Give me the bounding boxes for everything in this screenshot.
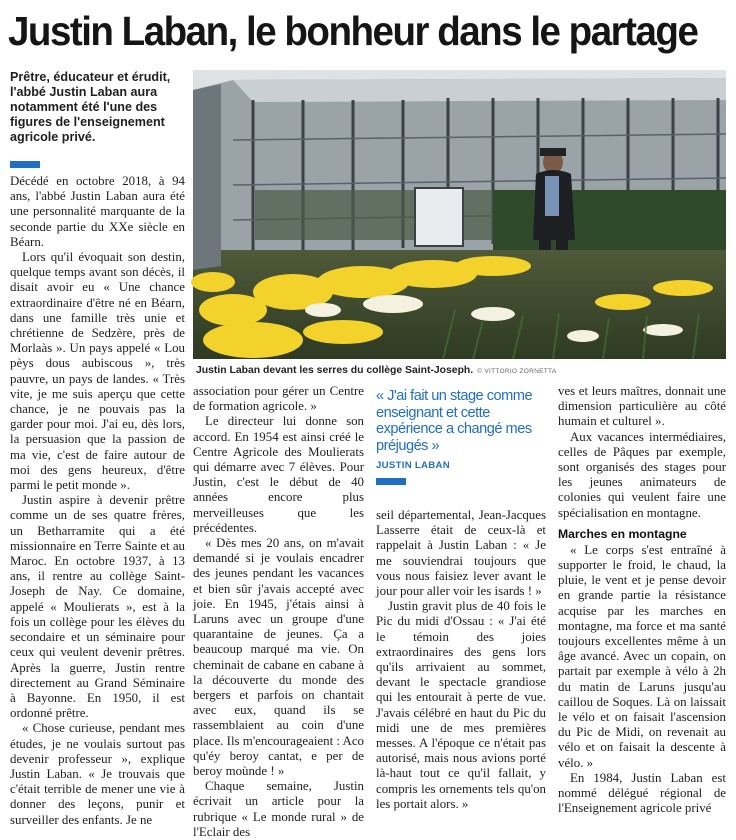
greenhouse-photo	[193, 70, 726, 359]
paragraph: ves et leurs maîtres, donnait une dimension particulière au côté humain et culturel ».	[558, 384, 726, 429]
article-column-4	[558, 384, 726, 816]
accent-bar-quote	[376, 478, 406, 485]
paragraph: Le directeur lui donne son accord. En 1954 est ainsi créé le Centre Agricole des Moulierats qui démarre avec 7 élèves. Pour Justin, c'est le début de 40 années encore plus merveilleuses que les précédentes.	[193, 414, 364, 535]
photo-credit: © VITTORIO ZORNETTA	[477, 368, 557, 375]
paragraph: Lors qu'il évoquait son destin, quelque temps avant son décès, il disait avoir eu « Une chance extraordinaire d'être né en Béarn, dans une famille très unie et chrétienne de Sedzère, près de Morlaàs ». Un pays appelé « Lou pèys dous aubiscous », très pauvre, un pays de landes. « Très vite, je me suis aperçu que cette chance, je ne pouvais pas la garder pour moi. J'ai eu, dès lors, la persuasion que la passion de ma vie, c'est de faire autour de moi des gens heureux, d'être parmi le petit monde ».	[10, 250, 185, 493]
headline: Justin Laban, le bonheur dans le partage	[8, 8, 698, 54]
paragraph: Justin gravit plus de 40 fois le Pic du midi d'Ossau : « J'ai été le témoin des joies extraordinaires des gens lors qu'ils arrivaient au sommet, devant le spectacle grandiose qui les entourait à perte de vue. J'avais célébré en haut du Pic du midi une de mes premières messes. A l'époque ce n'était pas autorisé, mais nous avions porté là-haut tout ce qu'il fallait, y compris les ornements tels qu'on les portait alors. »	[376, 599, 546, 811]
pull-quote-author: JUSTIN LABAN	[376, 460, 450, 471]
photo-caption	[196, 363, 726, 378]
paragraph: seil départemental, Jean-Jacques Lasserre était de ceux-là et rappelait à Justin Laban : « Je me souviendrai toujours que vous nous faisiez lever avant le jour pour aller voir les isards ! »	[376, 508, 546, 599]
accent-bar-lead	[10, 161, 40, 168]
paragraph: Décédé en octobre 2018, à 94 ans, l'abbé Justin Laban aura été une personnalité marquante de la seconde partie du XXe siècle en Béarn.	[10, 174, 185, 249]
lead-paragraph: Prêtre, éducateur et érudit, l'abbé Justin Laban aura notamment été l'une des figures de l'enseignement agricole privé.	[10, 70, 171, 144]
paragraph: « Chose curieuse, pendant mes études, je ne voulais surtout pas devenir professeur », explique Justin Laban. « Je trouvais que c'était terrible de mener une vie à donner des leçons, punir et surveiller des enfants. Je ne	[10, 721, 185, 827]
caption-text: Justin Laban devant les serres du collège Saint-Joseph.	[196, 365, 474, 376]
paragraph: « Le corps s'est entraîné à supporter le froid, le chaud, la pluie, le vent et je pense devoir en grande partie la résistance acquise par les marches en montagne, ma force et ma santé toujours excellentes même à un âge avancé. Avec un copain, on partait par exemple à vélo à 2h du matin de Laruns jusqu'au caillou de Soques. Là on laissait le vélo et on faisait l'ascension du Pic de Midi, on revenait au vélo et on faisait la descente à vélo. »	[558, 542, 726, 770]
paragraph: Chaque semaine, Justin écrivait un article pour la rubrique « Le monde rural » de l'Eclair des	[193, 779, 364, 839]
paragraph: Justin aspire à devenir prêtre comme un de ses quatre frères, un Betharramite qui a été missionnaire en Terre Sainte et au Maroc. En octobre 1937, à 13 ans, il rentre au collège Saint-Joseph de Nay. Ce domaine, appelé « Moulierats », est à la fois un collège pour les élèves du secondaire et un séminaire pour ceux qui veulent devenir prêtres. Après la guerre, Justin rentre directement au Grand Séminaire à Bayonne. En 1950, il est ordonné prêtre.	[10, 493, 185, 721]
paragraph: « Dès mes 20 ans, on m'avait demandé si je voulais encadrer des jeunes pendant les vacances et bien sûr j'avais accepté avec joie. En 1945, j'étais ainsi à Laruns avec un groupe d'une quarantaine de jeunes. Ça a beaucoup marqué ma vie. On cheminait de cabane en cabane à la découverte du monde des bergers et parfois on chantait avec eux, quand ils se rassemblaient au coin d'une place. Ils m'encourageaient : Aco qu'éy beroy cantat, e per de beroy moùnde ! »	[193, 536, 364, 779]
article-column-3	[376, 508, 546, 811]
greenhouse-illustration	[193, 70, 726, 359]
pull-quote: « J'ai fait un stage comme enseignant et cette expérience a changé mes préjugés »	[376, 388, 533, 454]
paragraph: En 1984, Justin Laban est nommé délégué régional de l'Enseignement agricole privé	[558, 770, 726, 816]
paragraph: Aux vacances intermédiaires, celles de Pâques par exemple, sont organisés des stages pour les jeunes animateurs de colonies qui veulent faire une spécialisation en montagne.	[558, 429, 726, 520]
section-subhead: Marches en montagne	[558, 526, 687, 541]
article-column-1	[10, 174, 185, 827]
article-column-2	[193, 384, 364, 839]
paragraph: association pour gérer un Centre de formation agricole. »	[193, 384, 364, 414]
